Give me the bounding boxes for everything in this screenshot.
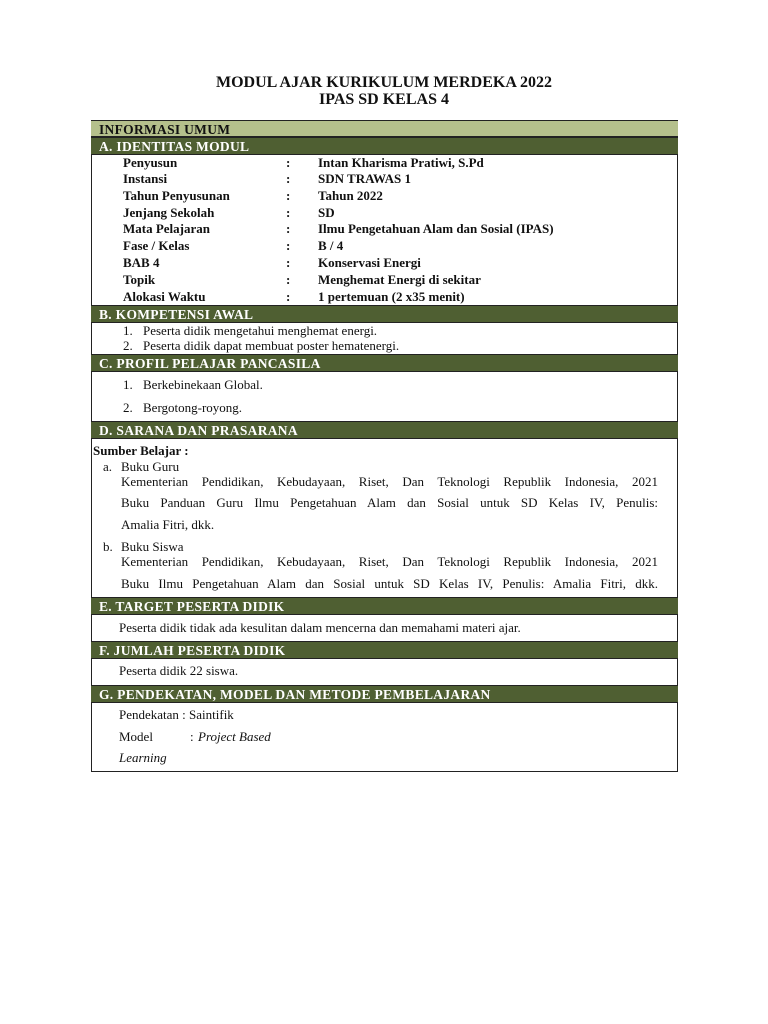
section-b-header: B. KOMPETENSI AWAL [91, 305, 678, 323]
value-alokasi: 1 pertemuan (2 x35 menit) [318, 289, 465, 304]
section-g-header: G. PENDEKATAN, MODEL DAN METODE PEMBELAJARAN [91, 685, 678, 703]
value-bab: Konservasi Energi [318, 255, 421, 270]
list-letter: b. [103, 539, 113, 554]
label-tahun: Tahun Penyusunan [123, 188, 230, 203]
sep: : [286, 238, 291, 253]
kompetensi-item: Peserta didik mengetahui menghemat energi. [143, 323, 378, 338]
section-informasi-umum: INFORMASI UMUM [91, 120, 678, 137]
buku-guru-author: Amalia Fitri, dkk. [121, 517, 215, 532]
section-d-header: D. SARANA DAN PRASARANA [91, 421, 678, 439]
sep: : [286, 221, 291, 236]
profil-item: Berkebinekaan Global. [143, 377, 263, 392]
buku-siswa-title: Buku Siswa [121, 539, 184, 554]
buku-guru-publisher: Kementerian Pendidikan, Kebudayaan, Riset, Dan Teknologi Republik Indonesia, 2021 [121, 474, 658, 489]
section-e-header: E. TARGET PESERTA DIDIK [91, 597, 678, 615]
value-topik: Menghemat Energi di sekitar [318, 272, 481, 287]
document-title-line1: MODUL AJAR KURIKULUM MERDEKA 2022 [215, 74, 552, 91]
value-jenjang: SD [318, 205, 335, 220]
model-value-cont: Learning [119, 750, 167, 765]
section-a-header: A. IDENTITAS MODUL [91, 137, 678, 155]
value-instansi: SDN TRAWAS 1 [318, 171, 411, 186]
sep: : [286, 155, 291, 170]
value-mapel: Ilmu Pengetahuan Alam dan Sosial (IPAS) [318, 221, 554, 236]
value-fase: B / 4 [318, 238, 344, 253]
list-number: 1. [123, 323, 133, 338]
label-alokasi: Alokasi Waktu [123, 289, 206, 304]
section-c-header: C. PROFIL PELAJAR PANCASILA [91, 354, 678, 372]
sep: : [286, 205, 291, 220]
label-penyusun: Penyusun [123, 155, 178, 170]
buku-guru-title: Buku Guru [121, 459, 180, 474]
sep: : [286, 289, 291, 304]
label-instansi: Instansi [123, 171, 168, 186]
pendekatan-line: Pendekatan : Saintifik [119, 707, 234, 722]
label-jenjang: Jenjang Sekolah [123, 205, 215, 220]
label-fase: Fase / Kelas [123, 238, 190, 253]
target-text: Peserta didik tidak ada kesulitan dalam mencerna dan memahami materi ajar. [119, 620, 521, 635]
sep: : [286, 171, 291, 186]
list-number: 1. [123, 377, 133, 392]
label-mapel: Mata Pelajaran [123, 221, 211, 236]
model-label: Model [119, 729, 153, 744]
section-f-header: F. JUMLAH PESERTA DIDIK [91, 641, 678, 659]
buku-siswa-publisher: Kementerian Pendidikan, Kebudayaan, Riset, Dan Teknologi Republik Indonesia, 2021 [121, 554, 658, 569]
label-bab: BAB 4 [123, 255, 160, 270]
model-sep: : [190, 729, 194, 744]
document-title-line2: IPAS SD KELAS 4 [319, 91, 449, 108]
jumlah-text: Peserta didik 22 siswa. [119, 663, 239, 678]
sumber-belajar-label: Sumber Belajar : [93, 443, 189, 458]
profil-item: Bergotong-royong. [143, 400, 243, 415]
list-number: 2. [123, 400, 133, 415]
buku-siswa-book: Buku Ilmu Pengetahuan Alam dan Sosial untuk SD Kelas IV, Penulis: Amalia Fitri, dkk. [121, 576, 658, 591]
list-letter: a. [103, 459, 113, 474]
sep: : [286, 272, 291, 287]
value-penyusun: Intan Kharisma Pratiwi, S.Pd [318, 155, 484, 170]
model-value: Project Based [198, 729, 271, 744]
sep: : [286, 255, 291, 270]
value-tahun: Tahun 2022 [318, 188, 383, 203]
sep: : [286, 188, 291, 203]
label-topik: Topik [123, 272, 156, 287]
buku-guru-book: Buku Panduan Guru Ilmu Pengetahuan Alam dan Sosial untuk SD Kelas IV, Penulis: [121, 495, 658, 510]
kompetensi-item: Peserta didik dapat membuat poster hematenergi. [143, 338, 400, 353]
list-number: 2. [123, 338, 133, 353]
